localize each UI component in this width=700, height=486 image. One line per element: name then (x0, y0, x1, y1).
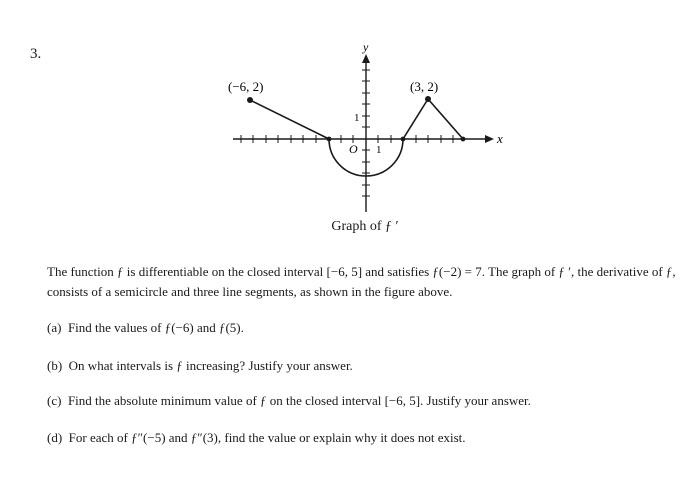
part-d-text: For each of ƒ″(−5) and ƒ″(3), find the value or explain why it does not exist. (68, 430, 466, 445)
part-c-text: Find the absolute minimum value of ƒ on the closed interval [−6, 5]. Justify your answer. (67, 393, 531, 408)
segment-falling (428, 99, 463, 139)
part-a-text: Find the values of ƒ(−6) and ƒ(5). (67, 320, 244, 335)
part-a-label: (a) (47, 320, 62, 335)
zero-dot-1 (327, 137, 332, 142)
part-c-label: (c) (47, 393, 62, 408)
zero-dot-2 (401, 137, 406, 142)
y-axis-arrow-icon (362, 54, 370, 63)
segment-rising (403, 99, 428, 139)
graph-of-f-prime (0, 0, 700, 240)
tick-y-label: 1 (354, 112, 360, 124)
part-d-label: (d) (47, 430, 63, 445)
point-peak-dot (425, 96, 431, 102)
tick-x-label: 1 (376, 144, 382, 156)
point-peak-label: (3, 2) (410, 79, 439, 94)
part-d (47, 429, 466, 447)
problem-statement: The function ƒ is differentiable on the closed interval [−6, 5] and satisfies ƒ(−2) = 7. The graph of ƒ ′, the derivative of ƒ, consists of a semicircle and three line segments, as shown in the figure above. (47, 264, 676, 299)
x-axis-arrow-icon (485, 135, 494, 143)
zero-dot-3 (461, 137, 466, 142)
x-axis-label: x (497, 131, 503, 146)
point-left-dot (247, 97, 253, 103)
part-b (47, 357, 353, 375)
part-b-label: (b) (47, 358, 63, 373)
point-left-label: (−6, 2) (228, 79, 264, 94)
y-axis-label: y (363, 40, 369, 54)
origin-label: O (349, 142, 358, 156)
part-a (47, 319, 244, 337)
part-c (47, 392, 531, 410)
graph-caption: Graph of ƒ ′ (331, 219, 399, 234)
segment-left (250, 100, 329, 139)
question-number: 3. (30, 46, 42, 62)
part-b-text: On what intervals is ƒ increasing? Justify your answer. (68, 358, 353, 373)
